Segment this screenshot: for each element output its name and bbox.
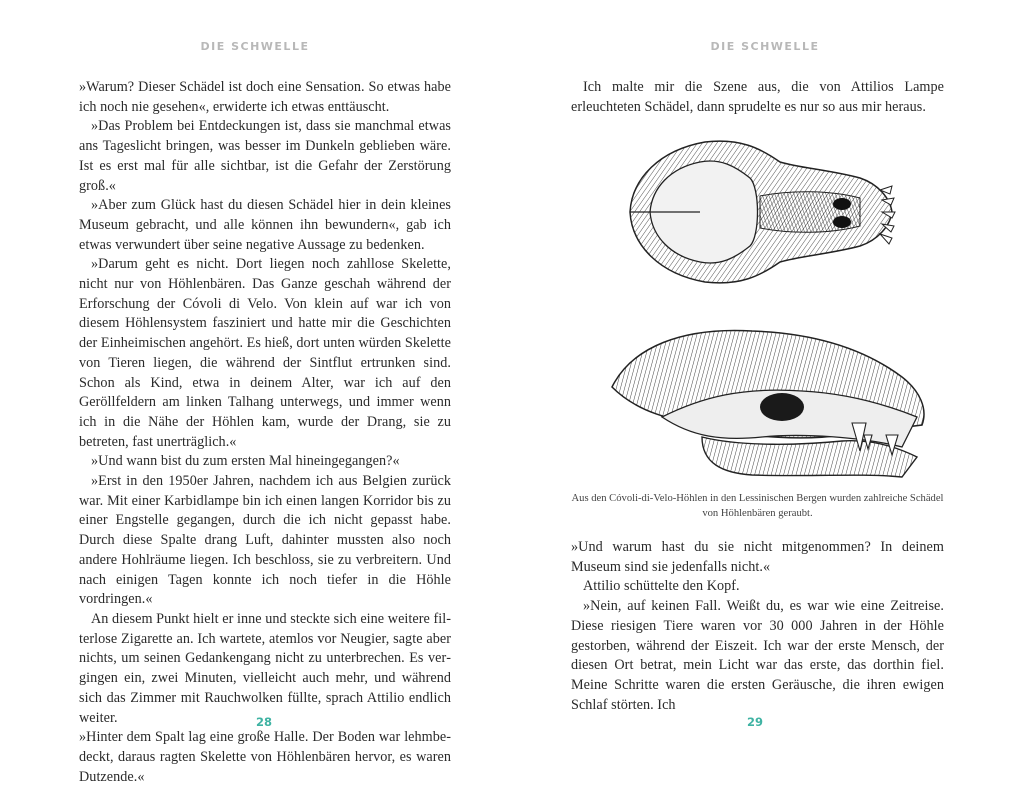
running-head-left: DIE SCHWELLE xyxy=(200,40,310,53)
paragraph: »Das Problem bei Entdeckungen ist, dass sie manchmal etwas ans Tageslicht bringen, was besser im Dunkeln geblieben wäre. Ist es erst mal für alle sichtbar, ist die Gefahr der Zerstörung groß.« xyxy=(79,118,451,194)
paragraph: An diesem Punkt hielt er inne und steckte sich eine weitere filterlose Zigarette an. Ich wartete, atemlos vor Neugier, sagte aber nichts, um seinen Gedankengang nicht zu unterbrechen. Es vergingen ein, zwei Minuten, vielleicht auch mehr, und während sich das Zimmer mit Rauchwolken füllte, sprach Attilio endlich weiter. xyxy=(79,610,451,726)
left-page-body xyxy=(79,78,451,787)
paragraph: »Aber zum Glück hast du diesen Schädel hier in dein kleines Museum gebracht, und alle können ihn bewundern«, gab ich etwas verwundert über seine negative Aussage zu bedenken. xyxy=(79,197,451,253)
bear-skull-side-view-illustration xyxy=(602,317,932,487)
paragraph: »Und wann bist du zum ersten Mal hineingegangen?« xyxy=(91,453,400,470)
page-number-left: 28 xyxy=(255,715,272,729)
running-head-right: DIE SCHWELLE xyxy=(710,40,820,53)
bear-skull-top-view-illustration xyxy=(610,128,900,296)
paragraph: »Nein, auf keinen Fall. Weißt du, es war wie eine Zeitreise. Diese riesigen Tiere waren vor 30 000 Jahren in der Höhle gestorben, während der Eiszeit. Ich war der erste Mensch, der diesen Ort betrat, mein Licht war das erste, das dorthin fiel. Meine Schritte waren die ersten Geräusche, die ihren ewigen Schlaf störten. Ich xyxy=(571,598,944,713)
paragraph: »Hinter dem Spalt lag eine große Halle. Der Boden war lehmbedeckt, daraus ragten Skelette von Höhlenbären hervor, es waren Dutzende.« xyxy=(79,729,451,785)
illustration-caption: Aus den Cóvoli-di-Velo-Höhlen in den Lessinischen Bergen wurden zahlreiche Schädel von Höhlenbären geraubt. xyxy=(571,493,944,519)
right-page-intro xyxy=(571,78,944,117)
right-page-body xyxy=(571,538,944,715)
paragraph: »Erst in den 1950er Jahren, nachdem ich aus Belgien zurück war. Mit einer Karbidlampe bin ich einen langen Korridor bis zu einer Engstelle gegangen, durch die ich nicht gepasst habe. Durch diese Spalte drang Luft, dahinter mussten also noch andere Hohlräume liegen. Ich beschloss, sie zu verbreitern. Und nach einigen Tagen konnte ich noch tiefer in die Höhle vordringen.« xyxy=(79,473,451,608)
paragraph: Ich malte mir die Szene aus, die von Attilios Lampe erleuchteten Schädel, dann sprudelte es nur so aus mir heraus. xyxy=(571,79,944,115)
right-page xyxy=(510,0,1020,788)
paragraph: »Darum geht es nicht. Dort liegen noch zahllose Skelette, nicht nur von Höhlenbären. Das Ganze geschah während der Erforschung der Cóvoli di Velo. Von klein auf war ich von diesem Höhlensystem fasziniert und hatte mir die Geschichten der Einheimischen angehört. Es hieß, dort unten würden Skelette von Tieren liegen, die während der Sintflut ertrunken sind. Schon als Kind, etwa in deinem Alter, war ich auf den Geröllfeldern am linken Talhang unterwegs, und immer wenn ich in die Nähe der Höhlen kam, wurde der Drang, sie zu betreten, fast unerträglich.« xyxy=(79,256,451,450)
page-number-right: 29 xyxy=(746,715,763,729)
paragraph: Attilio schüttelte den Kopf. xyxy=(583,578,740,595)
paragraph: »Warum? Dieser Schädel ist doch eine Sensation. So etwas habe ich noch nie gesehen«, erwiderte ich etwas enttäuscht. xyxy=(79,79,451,115)
paragraph: »Und warum hast du sie nicht mitgenommen? In deinem Museum sind sie jedenfalls nicht.« xyxy=(571,539,944,575)
